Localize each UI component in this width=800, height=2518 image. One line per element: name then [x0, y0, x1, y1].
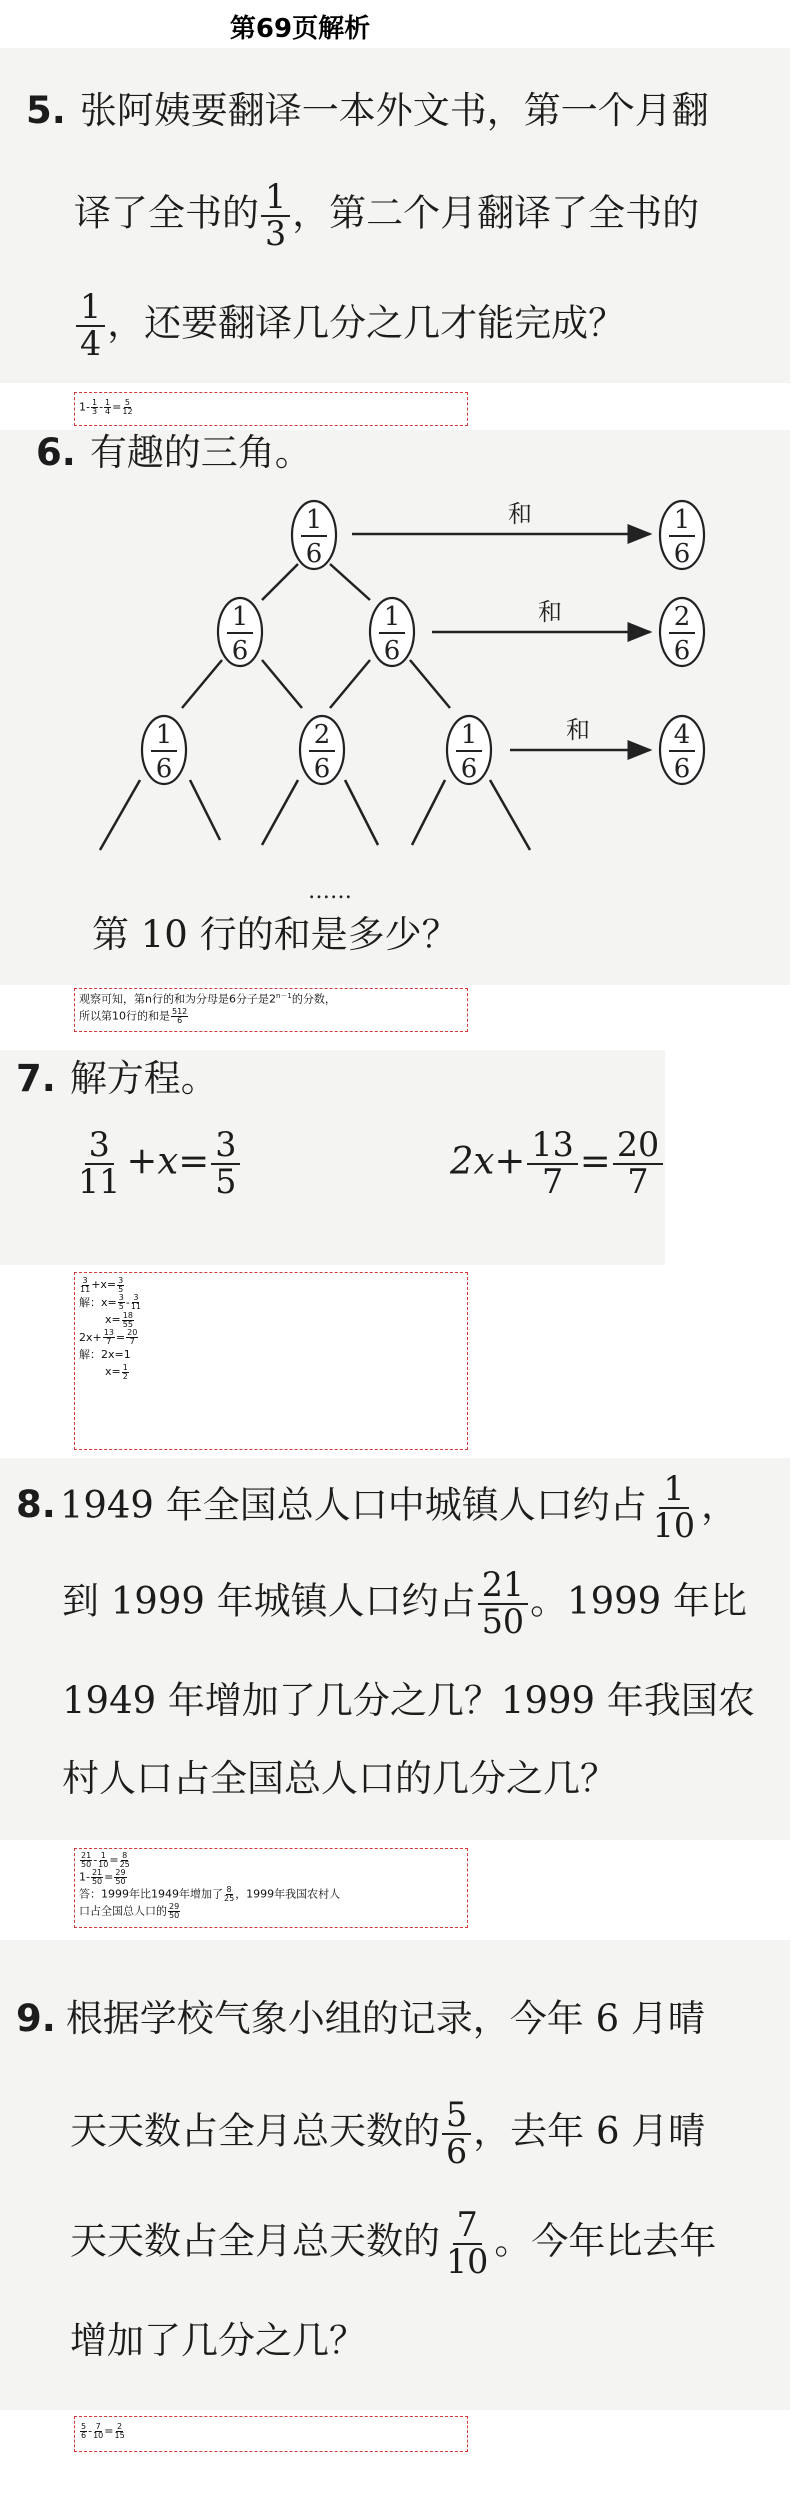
question-number: 9.: [16, 1997, 56, 2040]
question-9-line-3: 天天数占全月总天数的 $\frac{7}{10}$ 。今年比去年: [70, 2205, 717, 2281]
question-5-line-1: [26, 88, 709, 134]
question-text: 有趣的三角。: [89, 431, 312, 474]
node-denominator: 6: [313, 754, 331, 784]
answer-box-9: $\frac{5}{6}$ - $\frac{7}{10}$ = $\frac{2}{15}$: [74, 2416, 468, 2452]
question-9-line-2: 天天数占全月总天数的 $\frac{5}{6}$ ，去年 6 月晴: [70, 2095, 706, 2171]
question-8-line-3: 1949 年增加了几分之几？1999 年我国农: [62, 1679, 755, 1722]
answer-box-6: 观察可知，第n行的和为分母是6分子是$2^{n-1}$的分数， 所以第10行的和是 $\frac{512}{6}$: [74, 988, 468, 1032]
question-number: 8.: [16, 1483, 56, 1527]
he-label: 和: [538, 598, 562, 626]
equation-1: $\frac{3}{11}$ +x= $\frac{3}{5}$: [72, 1128, 242, 1200]
he-label: 和: [508, 500, 532, 528]
answer-box-5: 1- $\frac{1}{3}$ - $\frac{1}{4}$ = $\frac{5}{12}$: [74, 392, 468, 426]
question-text: 译了全书的: [74, 191, 259, 235]
node-numerator: 1: [383, 602, 401, 632]
question-9-line-4: 增加了几分之几？: [70, 2319, 366, 2362]
question-8-line-1: 8. 1949 年全国总人口中城镇人口约占 $\frac{1}{10}$ ，: [16, 1469, 739, 1545]
question-text: ，第二个月翻译了全书的: [292, 191, 700, 235]
question-6-question: 第 10 行的和是多少？: [92, 913, 459, 956]
node-denominator: 6: [460, 754, 478, 784]
fraction: $\frac{1}{4}$: [76, 290, 105, 362]
node-numerator: 1: [231, 602, 249, 632]
node-denominator: 6: [305, 539, 323, 569]
node-numerator: 1: [460, 720, 478, 750]
node-denominator: 6: [383, 636, 401, 666]
question-5-line-2: [74, 177, 700, 253]
question-6-heading: [36, 430, 312, 476]
sum-denominator: 6: [673, 539, 691, 569]
node-denominator: 6: [231, 636, 249, 666]
sum-numerator: 1: [673, 505, 691, 535]
question-text: ，还要翻译几分之几才能完成？: [107, 301, 626, 345]
question-text: 解方程。: [69, 1057, 218, 1100]
question-text: 张阿姨要翻译一本外文书，第一个月翻: [79, 89, 709, 132]
node-numerator: 2: [313, 720, 331, 750]
question-8-line-2: 到 1999 年城镇人口约占 $\frac{21}{50}$ 。1999 年比: [62, 1565, 747, 1641]
page-title: 第69页解析: [229, 14, 371, 44]
he-label: 和: [566, 716, 590, 744]
answer-box-8: $\frac{21}{50}$ - $\frac{1}{10}$ = $\frac{8}{25}$ 1- $\frac{21}{50}$ = $\frac{29}{50}$ 答：1999年比1949年增加了 $\frac{8}{25}$ ，1999年我国农村人 口占全国总人口的 $\frac{29}{50}$: [74, 1848, 468, 1928]
question-5-line-3: [74, 287, 626, 363]
node-denominator: 6: [155, 754, 173, 784]
question-9-line-1: 9. 根据学校气象小组的记录，今年 6 月晴: [16, 1997, 705, 2040]
fraction: $\frac{1}{3}$: [261, 180, 290, 252]
question-7-heading: [16, 1056, 218, 1102]
sum-numerator: 2: [673, 602, 691, 632]
triangle-diagram: [0, 480, 800, 980]
sum-numerator: 4: [673, 720, 691, 750]
sum-denominator: 6: [673, 636, 691, 666]
answer-box-7: $\frac{3}{11}$ +x= $\frac{3}{5}$ 解：x= $\frac{3}{5}$ - $\frac{3}{11}$ x= $\frac{18}{55}$ 2x+ $\frac{13}{7}$ = $\frac{20}{7}$ 解：2x=1 x= $\frac{1}{2}$: [74, 1272, 468, 1450]
sum-denominator: 6: [673, 754, 691, 784]
ellipsis: ……: [308, 879, 352, 904]
question-8-line-4: 村人口占全国总人口的几分之几？: [62, 1757, 617, 1800]
node-numerator: 1: [155, 720, 173, 750]
question-number: 6.: [36, 431, 76, 474]
question-number: 7.: [16, 1057, 56, 1100]
question-number: 5.: [26, 89, 66, 132]
equation-2: 2x+ $\frac{13}{7}$ = $\frac{20}{7}$: [450, 1128, 665, 1200]
node-numerator: 1: [305, 505, 323, 535]
